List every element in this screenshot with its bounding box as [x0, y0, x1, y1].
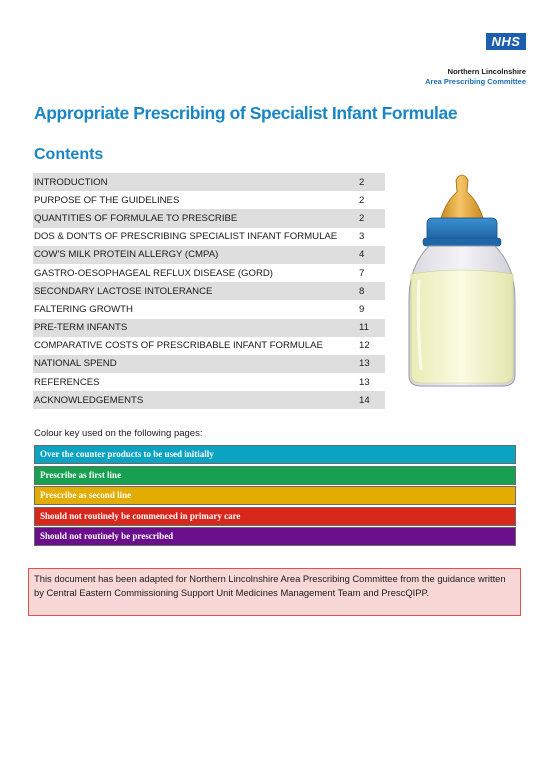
toc-row[interactable] — [33, 319, 385, 337]
toc-page: 2 — [359, 212, 365, 224]
key-first-line: Prescribe as first line — [34, 466, 516, 485]
toc-page: 14 — [359, 394, 370, 406]
contents-heading: Contents — [34, 146, 104, 163]
toc-label: PRE-TERM INFANTS — [34, 322, 128, 334]
toc-row[interactable] — [33, 355, 385, 373]
toc-page: 13 — [359, 358, 370, 370]
toc-label: SECONDARY LACTOSE INTOLERANCE — [34, 285, 213, 297]
toc-label: ACKNOWLEDGEMENTS — [34, 394, 144, 406]
table-of-contents — [33, 173, 385, 409]
toc-row[interactable] — [33, 391, 385, 409]
document-title: Appropriate Prescribing of Specialist Infant Formulae — [34, 103, 458, 123]
baby-bottle-illustration — [405, 170, 520, 390]
toc-row[interactable] — [33, 264, 385, 282]
toc-page: 3 — [359, 231, 365, 243]
toc-label: DOS & DON'TS OF PRESCRIBING SPECIALIST INFANT FORMULAE — [34, 231, 338, 243]
nhs-logo: NHS — [486, 33, 526, 50]
toc-row[interactable] — [33, 300, 385, 318]
toc-page: 2 — [359, 176, 365, 188]
committee-name: Area Prescribing Committee — [425, 77, 526, 86]
toc-page: 4 — [359, 249, 365, 261]
key-not-prescribed: Should not routinely be prescribed — [34, 527, 516, 546]
toc-label: COW'S MILK PROTEIN ALLERGY (CMPA) — [34, 249, 219, 261]
toc-page: 11 — [359, 322, 369, 334]
toc-page: 7 — [359, 267, 365, 279]
toc-page: 12 — [359, 340, 370, 352]
toc-row[interactable] — [33, 228, 385, 246]
toc-row[interactable] — [33, 173, 385, 191]
adaptation-note: This document has been adapted for Northern Lincolnshire Area Prescribing Committee from the guidance written by Central Eastern Commissioning Support Unit Medicines Management Team and PrescQIPP. — [28, 568, 521, 616]
key-over-the-counter: Over the counter products to be used initially — [34, 445, 516, 464]
colour-key-label: Colour key used on the following pages: — [34, 428, 203, 439]
toc-page: 13 — [359, 376, 370, 388]
toc-label: INTRODUCTION — [34, 176, 108, 188]
colour-key — [34, 445, 516, 548]
toc-page: 9 — [359, 303, 365, 315]
toc-row[interactable] — [33, 373, 385, 391]
toc-label: QUANTITIES OF FORMULAE TO PRESCRIBE — [34, 212, 238, 224]
toc-row[interactable] — [33, 191, 385, 209]
toc-row[interactable] — [33, 246, 385, 264]
toc-label: REFERENCES — [34, 376, 100, 388]
toc-label: PURPOSE OF THE GUIDELINES — [34, 194, 180, 206]
toc-row[interactable] — [33, 282, 385, 300]
org-name: Northern Lincolnshire — [447, 67, 526, 76]
toc-label: GASTRO-OESOPHAGEAL REFLUX DISEASE (GORD) — [34, 267, 274, 279]
toc-page: 2 — [359, 194, 365, 206]
toc-label: COMPARATIVE COSTS OF PRESCRIBABLE INFANT FORMULAE — [34, 340, 323, 352]
toc-row[interactable] — [33, 209, 385, 227]
toc-page: 8 — [359, 285, 365, 297]
key-second-line: Prescribe as second line — [34, 486, 516, 505]
toc-label: FALTERING GROWTH — [34, 303, 133, 315]
toc-row[interactable] — [33, 337, 385, 355]
toc-label: NATIONAL SPEND — [34, 358, 117, 370]
key-not-commenced: Should not routinely be commenced in primary care — [34, 507, 516, 526]
